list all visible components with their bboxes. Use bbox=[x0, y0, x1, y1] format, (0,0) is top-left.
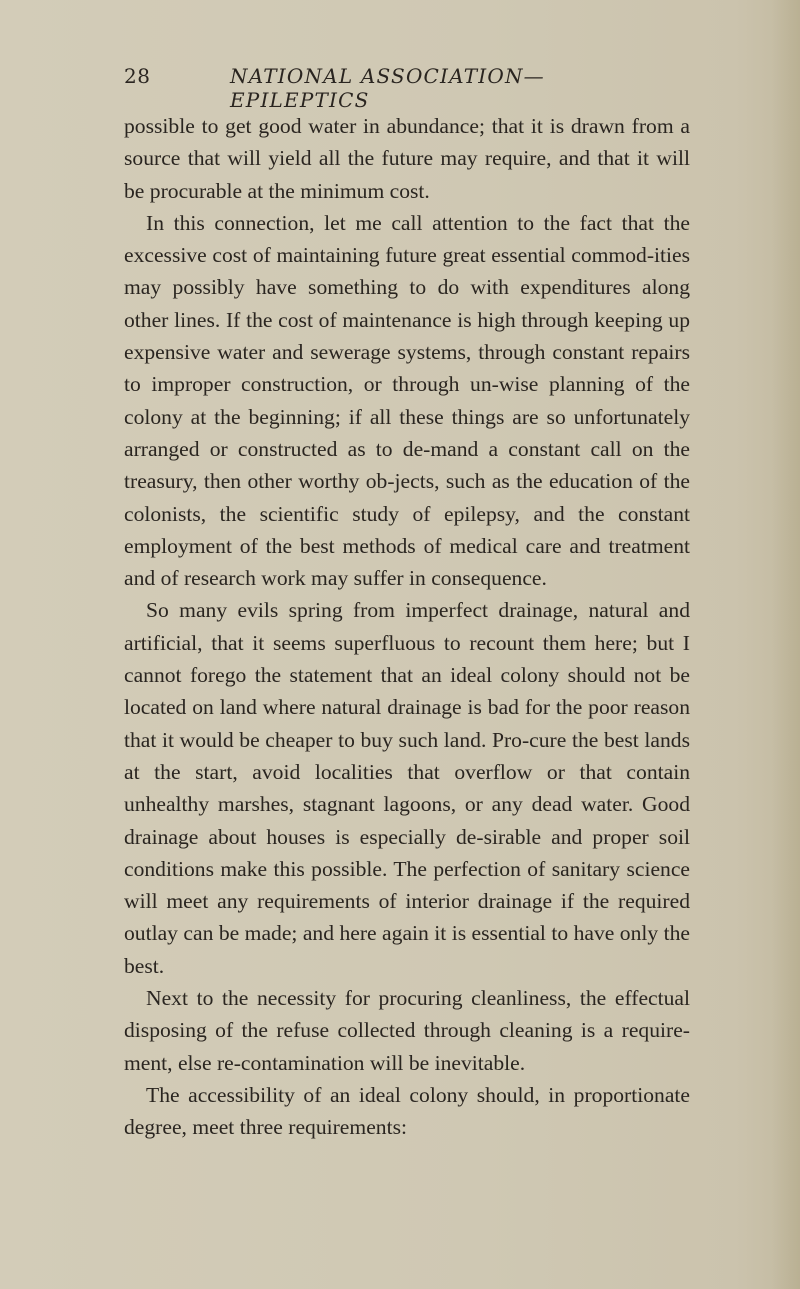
paragraph-continuation: possible to get good water in abundance; that it is drawn from a source that will yield all the future may require, and that it will be procurable at the minimum cost. bbox=[124, 114, 690, 203]
running-head-title: NATIONAL ASSOCIATION—EPILEPTICS bbox=[230, 64, 545, 112]
paragraph-refuse: Next to the necessity for procuring cleanliness, the effectual disposing of the refuse collected through cleaning is a require-ment, else re-contamination will be inevitable. bbox=[124, 986, 690, 1075]
page-edge-shadow bbox=[772, 0, 800, 1289]
paragraph-accessibility: The accessibility of an ideal colony should, in proportionate degree, meet three requirements: bbox=[124, 1082, 690, 1140]
paragraph-maintenance-cost: In this connection, let me call attention to the fact that the excessive cost of maintaining future great essential commod-ities may possibly have something to do with expenditures along other lines. If the cost of maintenance is high through keeping up expensive water and sewerage systems, through constant repairs to improper construction, or through un-wise planning of the colony at the beginning; if all these things are so unfortunately arranged or constructed as to de-mand a constant call on the treasury, then other worthy ob-jects, such as the education of the colonists, the scientific study of epilepsy, and the constant employment of the best methods of medical care and treatment and of research work may suffer in consequence. bbox=[124, 210, 690, 591]
body-text bbox=[124, 110, 690, 1144]
running-head bbox=[124, 64, 684, 112]
paragraph-drainage: So many evils spring from imperfect drainage, natural and artificial, that it seems superfluous to recount them here; but I cannot forego the statement that an ideal colony should not be located on land where natural drainage is bad for the poor reason that it would be cheaper to buy such land. Pro-cure the best lands at the start, avoid localities that overflow or that contain unhealthy marshes, stagnant lagoons, or any dead water. Good drainage about houses is especially de-sirable and proper soil conditions make this possible. The perfection of sanitary science will meet any requirements of interior drainage if the required outlay can be made; and here again it is essential to have only the best. bbox=[124, 598, 690, 978]
page-number: 28 bbox=[124, 64, 151, 88]
